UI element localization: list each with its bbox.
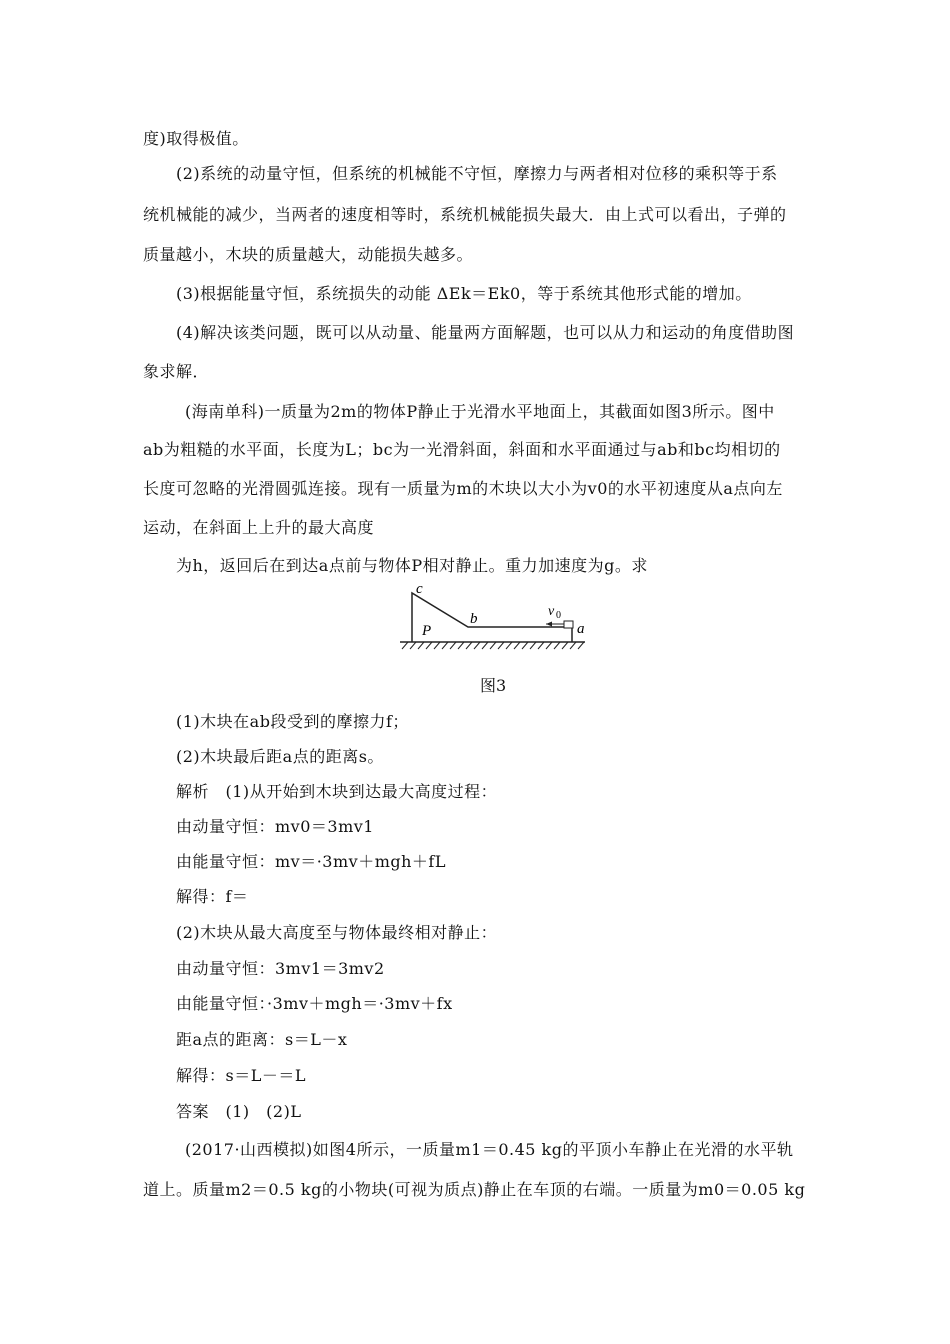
hatch-mark <box>410 642 416 649</box>
text-line: 解析 (1)从开始到木块到达最大高度过程： <box>176 782 498 801</box>
hatch-mark <box>554 642 560 649</box>
text-line: 距a点的距离：s＝L－x <box>176 1030 348 1049</box>
text-line: 为h，返回后在到达a点前与物体P相对静止。重力加速度为g。求 <box>176 556 648 575</box>
text-line: 长度可忽略的光滑圆弧连接。现有一质量为m的木块以大小为v0的水平初速度从a点向左 <box>143 479 783 498</box>
figure-caption: 图3 <box>480 676 507 695</box>
text-line: (1)木块在ab段受到的摩擦力f； <box>176 712 409 731</box>
hatch-mark <box>442 642 448 649</box>
hatch-mark <box>402 642 408 649</box>
text-line: ab为粗糙的水平面，长度为L；bc为一光滑斜面，斜面和水平面通过与ab和bc均相切的 <box>143 440 781 459</box>
text-line: (海南单科)一质量为2m的物体P静止于光滑水平地面上，其截面如图3所示。图中 <box>185 402 775 421</box>
hatch-mark <box>578 642 584 649</box>
text-line: 统机械能的减少，当两者的速度相等时，系统机械能损失最大．由上式可以看出，子弹的 <box>143 205 787 224</box>
hatch-mark <box>522 642 528 649</box>
text-line: (2)木块最后距a点的距离s。 <box>176 747 384 766</box>
hatch-mark <box>530 642 536 649</box>
label-v-subscript: 0 <box>556 610 561 621</box>
hatch-mark <box>570 642 576 649</box>
text-line: 度)取得极值。 <box>143 129 249 148</box>
label-a: a <box>577 621 585 637</box>
text-line: (2)系统的动量守恒，但系统的机械能不守恒，摩擦力与两者相对位移的乘积等于系 <box>176 164 778 183</box>
text-line: 解得：s＝L－＝L <box>176 1066 306 1085</box>
text-line: 由动量守恒：mv0＝3mv1 <box>176 817 374 836</box>
text-line: 象求解． <box>143 362 210 381</box>
figure-incline-diagram <box>400 585 600 655</box>
hatch-mark <box>418 642 424 649</box>
text-line: 答案 (1) (2)L <box>176 1102 302 1121</box>
text-line: 解得：f＝ <box>176 887 249 906</box>
hatch-mark <box>482 642 488 649</box>
ground-hatch <box>402 642 584 649</box>
text-line: (4)解决该类问题，既可以从动量、能量两方面解题，也可以从力和运动的角度借助图 <box>176 323 795 342</box>
label-b: b <box>470 611 478 627</box>
hatch-mark <box>450 642 456 649</box>
text-line: 由能量守恒：·3mv＋mgh＝·3mv＋fx <box>176 994 453 1013</box>
text-line: (2)木块从最大高度至与物体最终相对静止： <box>176 923 498 942</box>
hatch-mark <box>434 642 440 649</box>
hatch-mark <box>506 642 512 649</box>
hatch-mark <box>458 642 464 649</box>
label-P: P <box>422 623 432 639</box>
hatch-mark <box>466 642 472 649</box>
text-line: 质量越小，木块的质量越大，动能损失越多。 <box>143 245 474 264</box>
hatch-mark <box>538 642 544 649</box>
text-line: (2017·山西模拟)如图4所示，一质量m1＝0.45 kg的平顶小车静止在光滑的水平轨 <box>185 1140 794 1159</box>
text-line: 道上。质量m2＝0.5 kg的小物块(可视为质点)静止在车顶的右端。一质量为m0＝0.05 kg <box>143 1180 806 1199</box>
hatch-mark <box>474 642 480 649</box>
text-line: 由动量守恒：3mv1＝3mv2 <box>176 959 385 978</box>
velocity-arrowhead <box>546 622 552 627</box>
text-line: (3)根据能量守恒，系统损失的动能 ΔEk＝Ek0，等于系统其他形式能的增加。 <box>176 284 752 303</box>
text-line: 由能量守恒：mv＝·3mv＋mgh＋fL <box>176 852 446 871</box>
hatch-mark <box>514 642 520 649</box>
hatch-mark <box>562 642 568 649</box>
text-line: 运动，在斜面上上升的最大高度 <box>143 518 375 537</box>
label-c: c <box>416 585 423 597</box>
hatch-mark <box>426 642 432 649</box>
small-block <box>564 621 573 628</box>
hatch-mark <box>546 642 552 649</box>
hatch-mark <box>498 642 504 649</box>
label-v: v <box>548 604 555 619</box>
hatch-mark <box>490 642 496 649</box>
